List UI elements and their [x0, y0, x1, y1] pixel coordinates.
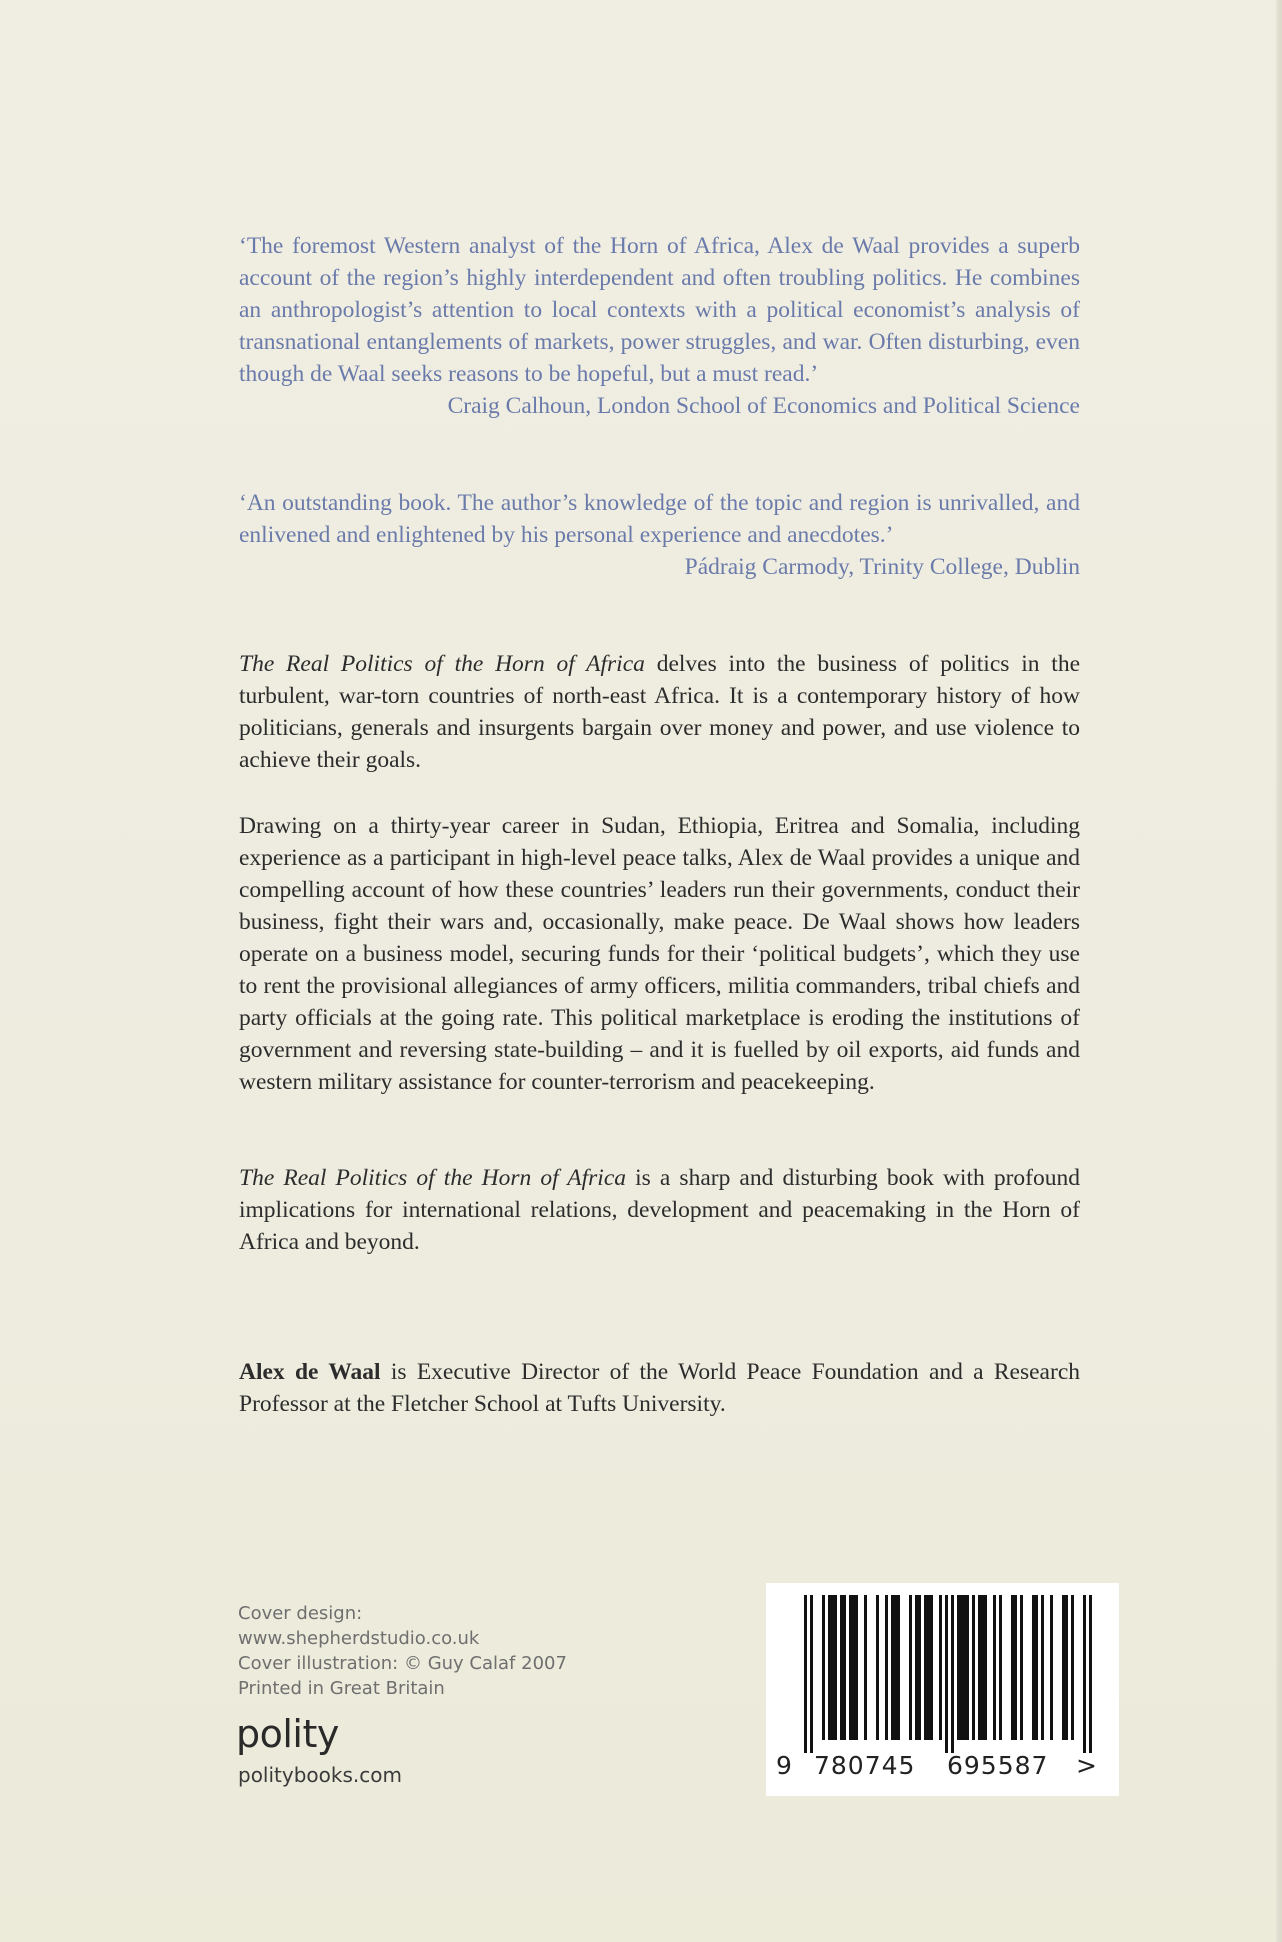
- barcode-bar: [1083, 1595, 1086, 1753]
- description-paragraph-2: [239, 810, 1080, 1098]
- review-quote-2-text: ‘An outstanding book. The author’s knowledge of the topic and region is unrivalled, and enlivened and enlightened by his personal experience and anecdotes.’: [239, 490, 1080, 548]
- review-quote-1-attribution: Craig Calhoun, London School of Economics and Political Science: [447, 393, 1080, 419]
- barcode-bar: [1089, 1595, 1092, 1753]
- barcode-bar: [993, 1595, 996, 1740]
- barcode-bar: [945, 1595, 948, 1753]
- barcode-bar: [840, 1595, 846, 1740]
- barcode-bar: [864, 1595, 867, 1740]
- barcode-bar: [924, 1595, 933, 1740]
- barcode-bars: [766, 1583, 1119, 1753]
- barcode-bar: [804, 1595, 807, 1753]
- barcode-bar: [810, 1595, 813, 1753]
- barcode-bar: [999, 1595, 1002, 1740]
- description-paragraph-3: [239, 1162, 1080, 1258]
- credit-line-4: Printed in Great Britain: [238, 1678, 445, 1699]
- description-paragraph-1-text: delves into the business of politics in the turbulent, war-torn countries of north-east Africa. It is a contemporary history of how politicians, generals and insurgents bargain over money and power, and use violence to achieve their goals.: [239, 651, 1080, 773]
- review-quote-1: [239, 230, 1080, 422]
- review-quote-2-attribution: Pádraig Carmody, Trinity College, Dublin: [684, 554, 1080, 580]
- barcode-bar: [1071, 1595, 1074, 1740]
- barcode-suffix: >: [1076, 1751, 1098, 1780]
- barcode-bar: [915, 1595, 921, 1740]
- barcode-bar: [909, 1595, 912, 1740]
- description-paragraph-3-text: is a sharp and disturbing book with profound implications for international relations, development and peacemaking in the Horn of Africa and beyond.: [239, 1165, 1080, 1255]
- barcode-bar: [891, 1595, 900, 1740]
- barcode-bar: [1020, 1595, 1023, 1740]
- barcode-bar: [849, 1595, 858, 1740]
- barcode-bar: [939, 1595, 942, 1740]
- cover-credits: [238, 1601, 658, 1701]
- review-quote-1-text: ‘The foremost Western analyst of the Horn of Africa, Alex de Waal provides a superb account of the region’s highly interdependent and often troubling politics. He combines an anthropologist’s attention to local contexts with a political economist’s analysis of transnational entanglements of markets, power struggles, and war. Often disturbing, even though de Waal seeks reasons to be hopeful, but a must read.’: [239, 233, 1080, 387]
- publisher-url: politybooks.com: [238, 1763, 402, 1787]
- barcode-bar: [876, 1595, 879, 1740]
- barcode-prefix: 9: [776, 1751, 793, 1780]
- barcode-bar: [822, 1595, 825, 1740]
- author-bio: [239, 1356, 1080, 1420]
- description-paragraph-2-text: Drawing on a thirty-year career in Sudan, Ethiopia, Eritrea and Somalia, including experience as a participant in high-level peace talks, Alex de Waal provides a unique and compelling account of how these countries’ leaders run their governments, conduct their business, fight their wars and, occasionally, make peace. De Waal shows how leaders operate on a business model, securing funds for their ‘political budgets’, which they use to rent the provisional allegiances of army officers, militia commanders, tribal chiefs and party officials at the going rate. This political marketplace is eroding the institutions of government and reversing state-building – and it is fuelled by oil exports, aid funds and western military assistance for counter-terrorism and peacekeeping.: [239, 813, 1080, 1095]
- barcode-bar: [957, 1595, 969, 1740]
- barcode-bar: [972, 1595, 975, 1740]
- barcode-bar: [1011, 1595, 1017, 1740]
- barcode-bar: [1062, 1595, 1068, 1740]
- credit-line-1: Cover design:: [238, 1603, 363, 1624]
- barcode-bar: [1041, 1595, 1044, 1740]
- author-name: Alex de Waal: [239, 1359, 381, 1385]
- barcode-bar: [828, 1595, 837, 1740]
- isbn-barcode: [766, 1583, 1119, 1796]
- barcode-bar: [978, 1595, 987, 1740]
- credit-line-2: www.shepherdstudio.co.uk: [238, 1628, 480, 1649]
- barcode-group-1: 780745: [814, 1751, 916, 1780]
- review-quote-2: [239, 487, 1080, 583]
- book-title-italic-2: The Real Politics of the Horn of Africa: [239, 1165, 627, 1191]
- barcode-bar: [885, 1595, 888, 1740]
- barcode-group-2: 695587: [947, 1751, 1049, 1780]
- author-bio-text: is Executive Director of the World Peace Foundation and a Research Professor at the Fletcher School at Tufts University.: [239, 1359, 1080, 1417]
- barcode-bar: [1050, 1595, 1053, 1740]
- credit-line-3: Cover illustration: © Guy Calaf 2007: [238, 1653, 567, 1674]
- book-title-italic: The Real Politics of the Horn of Africa: [239, 651, 645, 677]
- barcode-bar: [1032, 1595, 1038, 1740]
- publisher-logo: polity: [236, 1712, 339, 1756]
- cover-edge: [1276, 0, 1282, 1942]
- description-paragraph-1: [239, 648, 1080, 776]
- barcode-bar: [951, 1595, 954, 1753]
